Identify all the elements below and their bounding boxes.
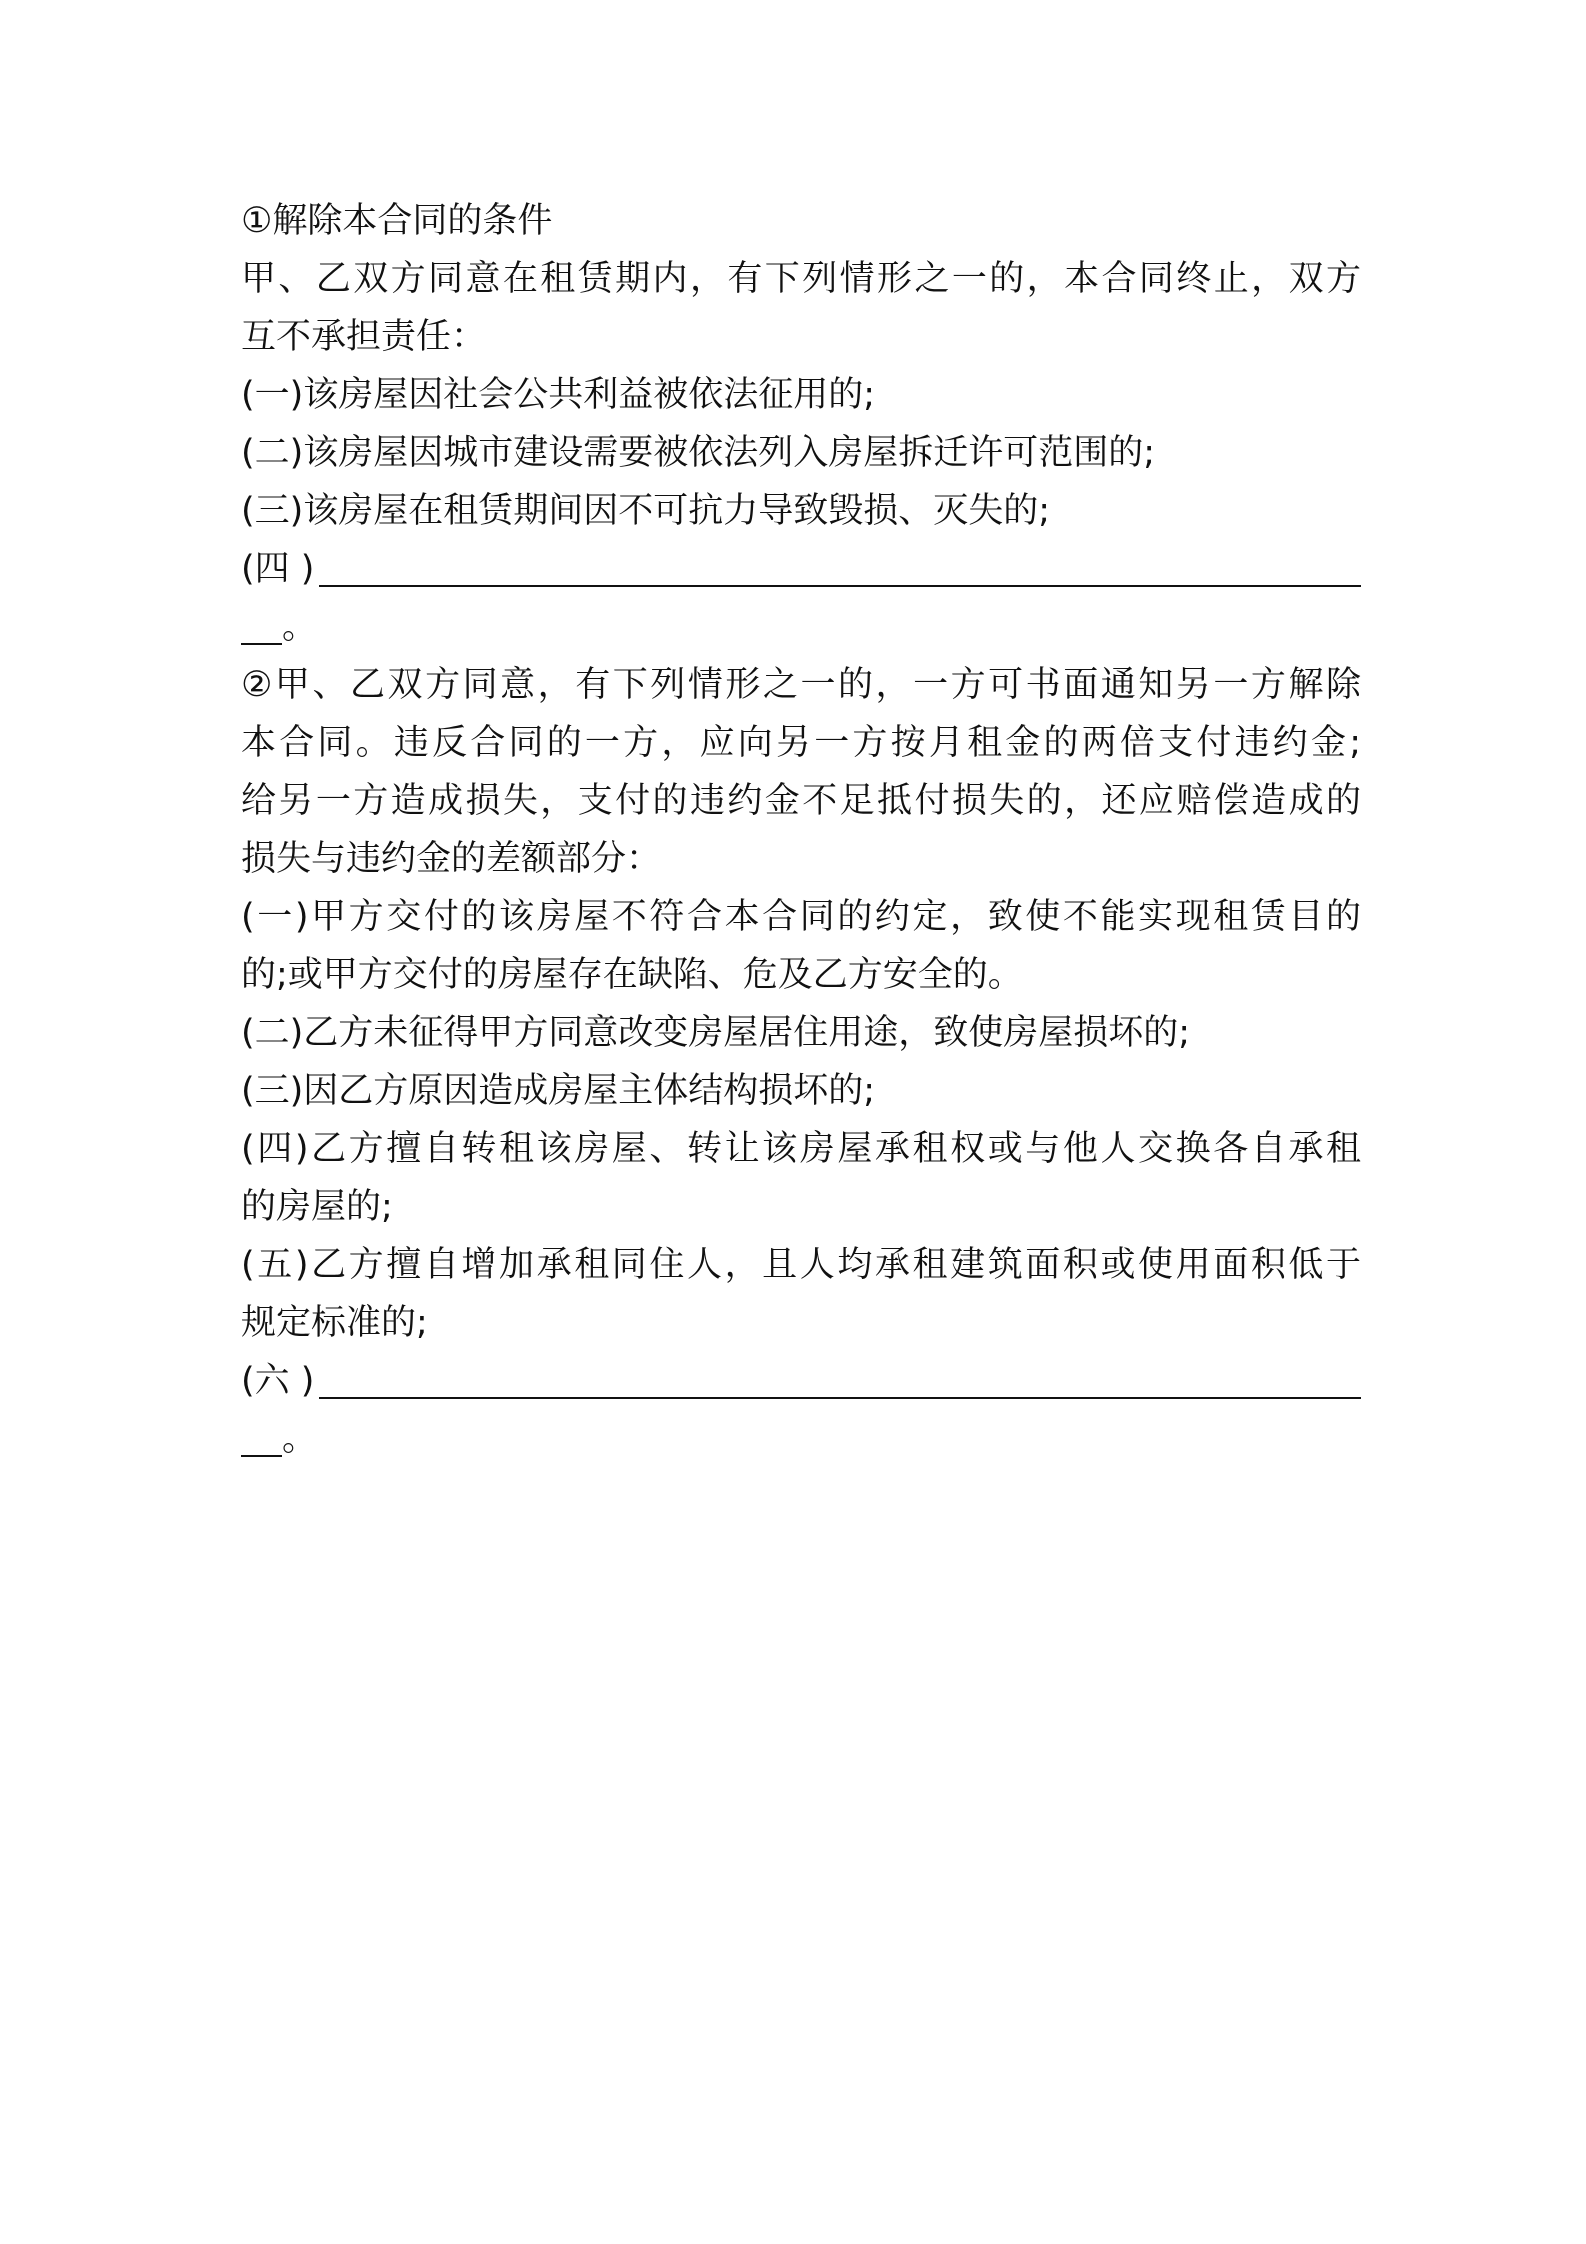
list-item: (三)该房屋在租赁期间因不可抗力导致毁损、灭失的; — [241, 491, 1051, 531]
paragraph-line: 给另一方造成损失，支付的违约金不足抵付损失的，还应赔偿造成的 — [241, 781, 1361, 821]
section-heading: ①解除本合同的条件 — [241, 201, 553, 241]
fill-in-line — [319, 585, 1361, 587]
paragraph-line: 互不承担责任： — [241, 317, 487, 357]
fill-in-blank-tail — [241, 1414, 441, 1464]
list-item: (一)甲方交付的该房屋不符合本合同的约定，致使不能实现租赁目的 — [241, 897, 1361, 937]
paragraph-line: 损失与违约金的差额部分： — [241, 839, 662, 879]
paragraph-line: ②甲、乙双方同意，有下列情形之一的，一方可书面通知另一方解除 — [241, 665, 1361, 705]
list-item: (五)乙方擅自增加承租同住人，且人均承租建筑面积或使用面积低于 — [241, 1245, 1361, 1285]
paragraph-line: 本合同。违反合同的一方，应向另一方按月租金的两倍支付违约金; — [241, 723, 1361, 763]
list-item: (四)乙方擅自转租该房屋、转让该房屋承租权或与他人交换各自承租 — [241, 1129, 1361, 1169]
fill-in-blank-tail — [241, 602, 441, 652]
list-item: (二)该房屋因城市建设需要被依法列入房屋拆迁许可范围的; — [241, 433, 1156, 473]
paragraph-line: 甲、乙双方同意在租赁期内，有下列情形之一的，本合同终止，双方 — [241, 259, 1361, 299]
fill-in-blank-item — [241, 1356, 1361, 1406]
list-item: (二)乙方未征得甲方同意改变房屋居住用途，致使房屋损坏的; — [241, 1013, 1191, 1053]
blank-item-end: 。 — [282, 1419, 318, 1459]
list-item: (一)该房屋因社会公共利益被依法征用的; — [241, 375, 876, 415]
list-item: 的;或甲方交付的房屋存在缺陷、危及乙方安全的。 — [241, 955, 1023, 995]
fill-in-line — [241, 643, 282, 645]
list-item: 规定标准的; — [241, 1303, 428, 1343]
list-item: 的房屋的; — [241, 1187, 393, 1227]
fill-in-blank-item — [241, 544, 1361, 594]
fill-in-line — [319, 1397, 1361, 1399]
blank-item-label: (六 ) — [241, 1361, 315, 1401]
blank-item-end: 。 — [282, 607, 318, 647]
blank-item-label: (四 ) — [241, 549, 315, 589]
fill-in-line — [241, 1455, 282, 1457]
list-item: (三)因乙方原因造成房屋主体结构损坏的; — [241, 1071, 876, 1111]
